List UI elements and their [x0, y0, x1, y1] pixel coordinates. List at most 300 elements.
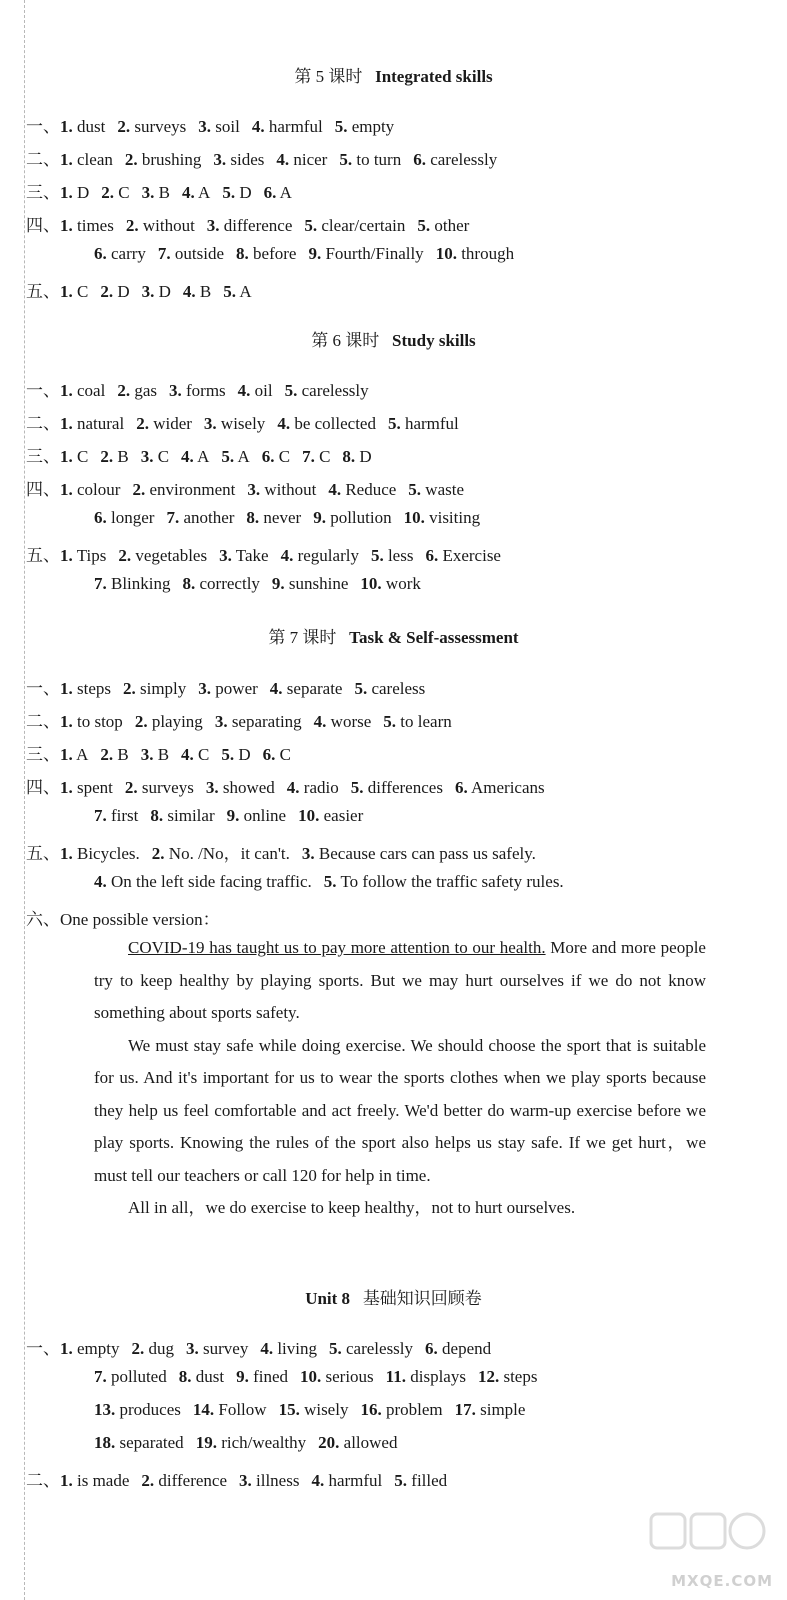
section-heading-lesson6: 第 6 课时 Study skills [311, 331, 476, 350]
answer-item [329, 1339, 413, 1358]
answer-item [100, 447, 128, 466]
question-group-label: 五、 [26, 546, 60, 565]
question-group-label: 一、 [26, 1339, 60, 1358]
answer-item [260, 1339, 317, 1358]
answer-number: 7. [94, 806, 107, 825]
answer-number: 5. [334, 117, 348, 136]
answer-number: 5. [222, 183, 236, 202]
answer-text: Exercise [442, 546, 501, 565]
answer-number: 2. [136, 414, 149, 433]
answer-number: 1. [60, 844, 73, 863]
answer-text: harmful [268, 117, 323, 136]
answer-number: 8. [246, 508, 260, 527]
answer-item [328, 480, 396, 499]
answer-text: correctly [199, 574, 260, 593]
answer-number: 4. [181, 183, 195, 202]
answer-item [371, 546, 414, 565]
answer-line [26, 211, 481, 236]
answer-number: 6. [261, 447, 275, 466]
answer-text: to learn [400, 712, 452, 731]
answer-number: 1. [60, 183, 73, 202]
answer-line [26, 905, 232, 930]
answer-number: 2. [118, 546, 132, 565]
answer-item [213, 150, 264, 169]
model-essay [94, 932, 706, 1225]
answer-number: 17. [454, 1400, 476, 1419]
question-group-label: 四、 [26, 216, 60, 235]
answer-text: C [118, 183, 130, 202]
answer-item [219, 546, 269, 565]
answer-item [60, 745, 88, 764]
answer-text: difference [223, 216, 293, 235]
answer-number: 6. [425, 546, 439, 565]
answer-number: 1. [60, 778, 73, 797]
answer-text: simply [140, 679, 187, 698]
question-group-label: 二、 [26, 712, 60, 731]
answer-item [436, 244, 514, 263]
watermark-text: MXQE.COM [671, 1572, 773, 1590]
answer-item [342, 447, 371, 466]
answer-line [94, 1400, 537, 1420]
answer-item [123, 679, 186, 698]
answer-text: steps [503, 1367, 538, 1386]
answer-text: Take [235, 546, 269, 565]
answer-number: 1. [60, 150, 73, 169]
answer-number: 4. [311, 1471, 325, 1490]
answer-number: 6. [94, 244, 107, 263]
answer-number: 7. [94, 1367, 107, 1386]
answer-item [132, 480, 235, 499]
answer-item [388, 414, 459, 433]
answer-text: C [77, 282, 89, 301]
answer-item [94, 1367, 167, 1386]
answer-line [26, 145, 509, 170]
answer-text: similar [167, 806, 215, 825]
answer-text: brushing [141, 150, 202, 169]
answer-number: 1. [60, 1471, 73, 1490]
answer-number: 2. [151, 844, 165, 863]
answer-text: carry [111, 244, 146, 263]
answer-number: 2. [100, 447, 114, 466]
answer-text: without [142, 216, 195, 235]
answer-number: 4. [182, 282, 196, 301]
answer-item [196, 1433, 306, 1452]
answer-item [308, 244, 423, 263]
answer-number: 9. [313, 508, 326, 527]
answer-text: D [359, 447, 372, 466]
answer-text: first [111, 806, 139, 825]
answer-item [394, 1471, 447, 1490]
answer-number: 2. [117, 117, 131, 136]
answer-text: A [76, 745, 89, 764]
answer-line [94, 806, 375, 826]
answer-item [302, 447, 330, 466]
answer-number: 3. [140, 745, 154, 764]
answer-item [198, 117, 240, 136]
answer-text: gas [134, 381, 157, 400]
answer-number: 2. [134, 712, 148, 731]
answer-item [354, 679, 425, 698]
answer-item [285, 381, 369, 400]
answer-number: 5. [387, 414, 401, 433]
essay-paragraph-3: All in all，we do exercise to keep healthy，not to hurt ourselves. [128, 1198, 576, 1217]
answer-text: simple [480, 1400, 526, 1419]
answer-number: 2. [101, 183, 115, 202]
answer-text: other [434, 216, 470, 235]
answer-number: 4. [181, 745, 194, 764]
answer-item [478, 1367, 538, 1386]
answer-number: 2. [100, 745, 114, 764]
answer-number: 2. [124, 150, 138, 169]
answer-item [60, 150, 113, 169]
answer-text: natural [77, 414, 125, 433]
answer-text: careless [371, 679, 426, 698]
answer-text: C [157, 447, 170, 466]
answer-text: Reduce [345, 480, 397, 499]
answer-item [246, 508, 301, 527]
answer-text: D [77, 183, 90, 202]
answer-text: environment [149, 480, 236, 499]
question-group-label: 二、 [26, 150, 60, 169]
answer-number: 3. [186, 1339, 199, 1358]
answer-number: 16. [360, 1400, 382, 1419]
answer-item [141, 745, 169, 764]
answer-text: living [277, 1339, 317, 1358]
answer-number: 5. [304, 216, 318, 235]
answer-text: dug [148, 1339, 174, 1358]
answer-text: carelessly [346, 1339, 414, 1358]
answer-item [206, 778, 275, 797]
answer-number: 3. [141, 183, 155, 202]
answer-number: 15. [278, 1400, 300, 1419]
answer-item [222, 183, 251, 202]
answer-number: 4. [260, 1339, 274, 1358]
answer-number: 6. [413, 150, 426, 169]
answer-line [26, 1334, 503, 1359]
answer-text: A [198, 183, 211, 202]
answer-number: 1. [60, 745, 73, 764]
question-group-label: 五、 [26, 282, 60, 301]
answer-text: wider [153, 414, 192, 433]
answer-item [383, 712, 451, 731]
answer-item [386, 1367, 466, 1386]
answer-item [252, 117, 323, 136]
question-group-label: 一、 [26, 679, 60, 698]
answer-item [413, 150, 497, 169]
answer-number: 2. [132, 480, 146, 499]
answer-item [125, 778, 194, 797]
answer-text: work [385, 574, 421, 593]
answer-text: is made [77, 1471, 130, 1490]
answer-text: B [117, 745, 129, 764]
question-group-label: 一、 [26, 117, 60, 136]
answer-number: 3. [140, 447, 154, 466]
answer-text: Tips [76, 546, 107, 565]
question-group-label: 三、 [26, 183, 60, 202]
answer-item [60, 117, 105, 136]
answer-number: 3. [213, 150, 227, 169]
answer-text: B [117, 447, 129, 466]
answer-number: 1. [60, 679, 73, 698]
answer-line [26, 674, 437, 699]
answer-number: 11. [385, 1367, 406, 1386]
answer-text: separating [231, 712, 302, 731]
answer-text: through [461, 244, 515, 263]
answer-item [314, 712, 372, 731]
answer-item [300, 1367, 374, 1386]
answer-line [26, 541, 513, 566]
answer-item [136, 414, 192, 433]
answer-text: fined [253, 1367, 288, 1386]
answer-item [279, 1400, 349, 1419]
answer-item [287, 778, 339, 797]
answer-text: filled [411, 1471, 448, 1490]
answer-item [404, 508, 481, 527]
answer-number: 5. [350, 778, 364, 797]
question-group-label: 一、 [26, 381, 60, 400]
answer-text: B [199, 282, 212, 301]
answer-item [455, 778, 545, 797]
section-heading-unit8: Unit 8 基础知识回顾卷 [305, 1289, 482, 1308]
answer-item [318, 1433, 397, 1452]
answer-number: 7. [157, 244, 171, 263]
answer-text: playing [151, 712, 203, 731]
answer-text: harmful [328, 1471, 383, 1490]
answer-number: 2. [131, 1339, 145, 1358]
answer-text: C [77, 447, 89, 466]
answer-number: 2. [141, 1471, 155, 1490]
answer-item [142, 183, 170, 202]
section-heading-lesson7: 第 7 课时 Task & Self-assessment [268, 628, 519, 647]
answer-text: nicer [293, 150, 328, 169]
answer-number: 2. [124, 778, 138, 797]
answer-text: Americans [471, 778, 545, 797]
answer-item [94, 806, 138, 825]
answer-item [60, 480, 120, 499]
answer-number: 1. [60, 546, 73, 565]
answer-number: 5. [370, 546, 384, 565]
answer-text: Bicycles. [77, 844, 140, 863]
answer-item [183, 574, 260, 593]
answer-text: be collected [294, 414, 376, 433]
answer-text: polluted [111, 1367, 167, 1386]
answer-item [335, 117, 395, 136]
answer-item [94, 1400, 181, 1419]
answer-number: 3. [301, 844, 315, 863]
answer-text: B [157, 745, 170, 764]
answer-item [181, 745, 209, 764]
answer-item [94, 872, 312, 891]
answer-text: produces [119, 1400, 181, 1419]
answer-number: 5. [417, 216, 431, 235]
answer-number: 3. [205, 778, 219, 797]
answer-item [193, 1400, 267, 1419]
answer-number: 1. [60, 117, 73, 136]
answer-text: less [387, 546, 414, 565]
answer-number: 8. [236, 244, 249, 263]
answer-text: to turn [356, 150, 402, 169]
answer-item [223, 282, 251, 301]
answer-text: D [117, 282, 130, 301]
answer-item [60, 381, 105, 400]
answer-item [281, 546, 359, 565]
answer-line [26, 707, 464, 732]
answer-item [126, 216, 195, 235]
answer-line [26, 1466, 459, 1491]
answer-number: 2. [117, 381, 131, 400]
answer-item [227, 806, 287, 825]
answer-number: 8. [150, 806, 164, 825]
answer-item [264, 183, 292, 202]
answer-text: allowed [343, 1433, 398, 1452]
answer-item [425, 1339, 491, 1358]
answer-item [417, 216, 469, 235]
answer-text: empty [77, 1339, 120, 1358]
answer-item [60, 1471, 129, 1490]
answer-text: B [158, 183, 170, 202]
answer-item [204, 414, 265, 433]
answer-text: online [243, 806, 287, 825]
answer-item [60, 844, 140, 863]
answer-number: 5. [408, 480, 422, 499]
answer-number: 6. [263, 183, 277, 202]
answer-item [298, 806, 363, 825]
answer-number: 12. [477, 1367, 500, 1386]
answer-item [324, 872, 564, 891]
answer-item [118, 546, 207, 565]
answer-line [26, 740, 303, 765]
answer-number: 6. [94, 508, 107, 527]
answer-number: 3. [239, 1471, 252, 1490]
answer-text: sides [230, 150, 265, 169]
answer-item [304, 216, 405, 235]
answer-text: One possible version： [60, 910, 220, 929]
answer-item [60, 1339, 120, 1358]
answer-item [60, 216, 114, 235]
answer-line [26, 277, 264, 302]
answer-line [94, 1367, 549, 1387]
answer-item [60, 183, 89, 202]
answer-text: C [278, 447, 291, 466]
answer-text: colour [77, 480, 121, 499]
answer-text: A [239, 282, 252, 301]
answer-item [181, 447, 209, 466]
answer-item [94, 1433, 184, 1452]
answer-line [26, 409, 471, 434]
answer-number: 1. [60, 216, 73, 235]
answer-text: surveys [134, 117, 187, 136]
answer-text: C [319, 447, 331, 466]
answer-text: No. /No，it can't. [168, 844, 290, 863]
answer-number: 2. [123, 679, 136, 698]
answer-number: 4. [237, 381, 251, 400]
answer-text: wisely [304, 1400, 349, 1419]
answer-number: 5. [223, 282, 236, 301]
answer-text: empty [351, 117, 395, 136]
answer-text: Blinking [111, 574, 171, 593]
answer-item [94, 244, 146, 263]
answer-item [182, 183, 210, 202]
answer-number: 20. [318, 1433, 340, 1452]
answer-item [60, 910, 220, 929]
answer-item [215, 712, 302, 731]
answer-number: 4. [277, 414, 291, 433]
answer-number: 3. [198, 117, 212, 136]
answer-item [152, 844, 290, 863]
answer-number: 1. [60, 282, 73, 301]
answer-item [277, 414, 376, 433]
answer-line [26, 475, 476, 500]
answer-item [221, 447, 249, 466]
answer-text: surveys [141, 778, 194, 797]
answer-text: power [215, 679, 258, 698]
answer-text: dust [77, 117, 106, 136]
answer-number: 5. [221, 447, 235, 466]
answer-item [408, 480, 464, 499]
essay-paragraph-2: We must stay safe while doing exercise. We should choose the sport that is suitable for us. And it's important for us to wear the sports clothes when we play sports because they help us feel comfortable and act freely. We'd better do warm-up exercise before we play sports. Knowing the rules of the sport also helps us stay safe. If we get hurt，we must tell our teachers or call 120 for help in time. [94, 1035, 706, 1185]
answer-item [132, 1339, 175, 1358]
answer-number: 4. [181, 447, 194, 466]
answer-number: 4. [94, 872, 107, 891]
question-group-label: 四、 [26, 778, 60, 797]
answer-number: 3. [203, 414, 217, 433]
answer-number: 4. [251, 117, 265, 136]
answer-line [26, 178, 304, 203]
answer-text: Follow [218, 1400, 267, 1419]
question-group-label: 六、 [26, 910, 60, 929]
answer-number: 3. [141, 282, 155, 301]
answer-item [183, 282, 211, 301]
answer-item [60, 546, 106, 565]
answer-text: steps [77, 679, 111, 698]
answer-item [60, 712, 123, 731]
answer-text: depend [442, 1339, 492, 1358]
answer-number: 3. [198, 679, 212, 698]
answer-text: carelessly [301, 381, 369, 400]
answer-text: to stop [77, 712, 123, 731]
answer-item [239, 1471, 299, 1490]
answer-item [276, 150, 327, 169]
answer-number: 2. [125, 216, 139, 235]
answer-number: 4. [280, 546, 294, 565]
answer-text: showed [222, 778, 275, 797]
answer-text: D [158, 282, 171, 301]
answer-number: 10. [360, 574, 382, 593]
answer-text: D [239, 183, 252, 202]
question-group-label: 四、 [26, 480, 60, 499]
answer-text: easier [323, 806, 364, 825]
answer-number: 4. [276, 150, 290, 169]
answer-item [236, 244, 296, 263]
answer-number: 4. [313, 712, 327, 731]
answer-item [94, 508, 154, 527]
answer-item [236, 1367, 288, 1386]
answer-text: waste [425, 480, 465, 499]
answer-item [94, 574, 171, 593]
answer-text: before [253, 244, 297, 263]
answer-text: rich/wealthy [221, 1433, 307, 1452]
answer-text: wisely [220, 414, 266, 433]
answer-number: 5. [354, 679, 368, 698]
answer-number: 18. [94, 1433, 116, 1452]
question-group-label: 三、 [26, 447, 60, 466]
answer-number: 13. [94, 1400, 116, 1419]
answer-text: forms [186, 381, 226, 400]
answer-text: longer [111, 508, 155, 527]
answer-number: 10. [300, 1367, 322, 1386]
answer-item [221, 745, 250, 764]
answer-line [26, 773, 557, 798]
